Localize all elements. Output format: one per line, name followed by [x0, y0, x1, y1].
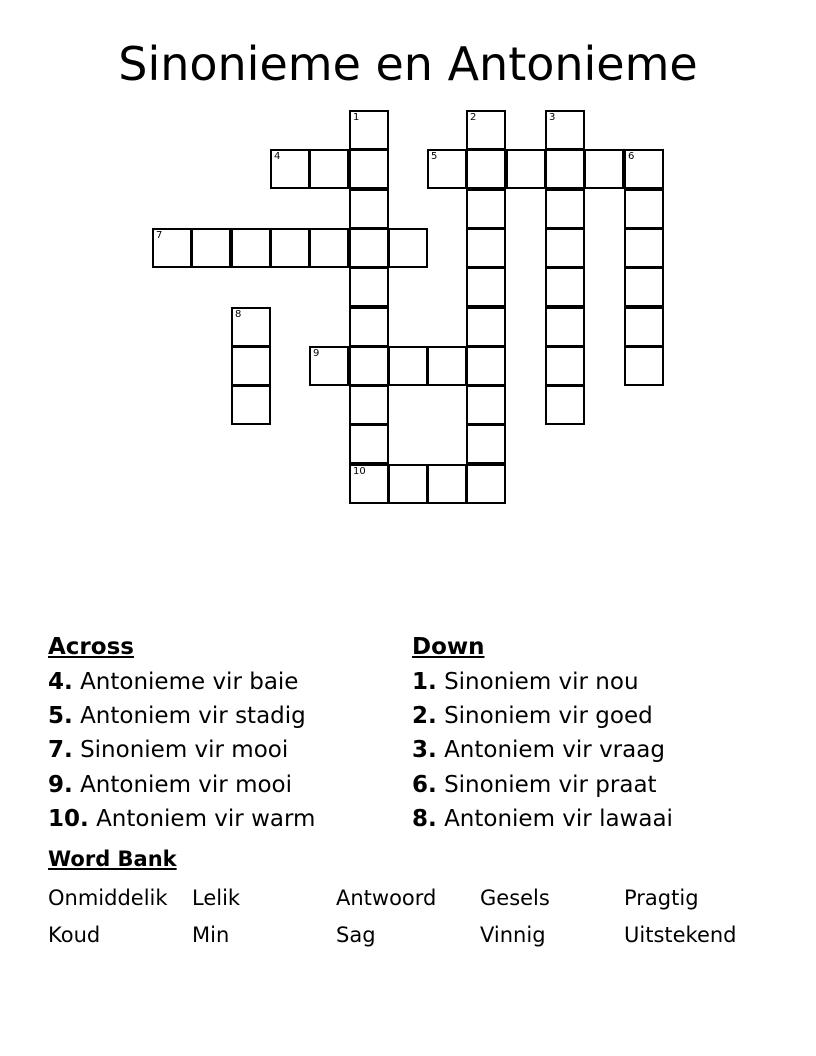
- grid-cell[interactable]: [191, 228, 231, 268]
- grid-cell[interactable]: [545, 228, 585, 268]
- grid-cell[interactable]: [152, 228, 192, 268]
- down-clue: [412, 804, 673, 834]
- clue-text: Antoniem vir lawaai: [444, 806, 673, 832]
- clue-text: Sinoniem vir nou: [444, 669, 639, 695]
- clue-number: 5.: [48, 703, 73, 729]
- down-clue: [412, 667, 639, 697]
- grid-cell[interactable]: [388, 228, 428, 268]
- grid-cell[interactable]: [624, 346, 664, 386]
- grid-cell[interactable]: [388, 464, 428, 504]
- grid-cell[interactable]: [545, 346, 585, 386]
- grid-cell[interactable]: [624, 228, 664, 268]
- across-heading: Across: [48, 634, 134, 660]
- clue-text: Antoniem vir warm: [96, 806, 316, 832]
- grid-cell[interactable]: [349, 307, 389, 347]
- cell-number: 1: [353, 112, 360, 123]
- grid-cell[interactable]: [309, 149, 349, 189]
- clue-number: 2.: [412, 703, 437, 729]
- clue-text: Sinoniem vir praat: [444, 772, 657, 798]
- grid-cell[interactable]: [584, 149, 624, 189]
- grid-cell[interactable]: [466, 464, 506, 504]
- grid-cell[interactable]: [309, 346, 349, 386]
- word-bank-heading: Word Bank: [48, 847, 177, 871]
- down-clue: [412, 770, 657, 800]
- clue-number: 4.: [48, 669, 73, 695]
- grid-cell[interactable]: [270, 149, 310, 189]
- clue-text: Antoniem vir mooi: [80, 772, 293, 798]
- grid-cell[interactable]: [388, 346, 428, 386]
- word-bank-word: Onmiddelik: [48, 886, 168, 910]
- grid-cell[interactable]: [231, 385, 271, 425]
- grid-cell[interactable]: [349, 110, 389, 150]
- down-heading: Down: [412, 634, 485, 660]
- grid-cell[interactable]: [545, 267, 585, 307]
- grid-cell[interactable]: [545, 149, 585, 189]
- grid-cell[interactable]: [545, 189, 585, 229]
- cell-number: 7: [156, 230, 163, 241]
- grid-cell[interactable]: [545, 307, 585, 347]
- clue-number: 10.: [48, 806, 89, 832]
- grid-cell[interactable]: [466, 267, 506, 307]
- cell-number: 10: [353, 466, 366, 477]
- grid-cell[interactable]: [545, 385, 585, 425]
- grid-cell[interactable]: [427, 464, 467, 504]
- clue-number: 6.: [412, 772, 437, 798]
- down-clue: [412, 735, 665, 765]
- grid-cell[interactable]: [270, 228, 310, 268]
- grid-cell[interactable]: [624, 189, 664, 229]
- clue-number: 7.: [48, 737, 73, 763]
- page-title: Sinonieme en Antonieme: [118, 37, 698, 91]
- grid-cell[interactable]: [466, 149, 506, 189]
- clue-number: 3.: [412, 737, 437, 763]
- cell-number: 9: [313, 348, 320, 359]
- clue-text: Antoniem vir vraag: [444, 737, 665, 763]
- cell-number: 3: [549, 112, 556, 123]
- grid-cell[interactable]: [466, 424, 506, 464]
- across-clue: [48, 770, 292, 800]
- grid-cell[interactable]: [466, 346, 506, 386]
- grid-cell[interactable]: [231, 307, 271, 347]
- grid-cell[interactable]: [624, 149, 664, 189]
- word-bank-word: Sag: [336, 923, 376, 947]
- clue-text: Antoniem vir stadig: [80, 703, 306, 729]
- word-bank-word: Lelik: [192, 886, 241, 910]
- grid-cell[interactable]: [309, 228, 349, 268]
- grid-cell[interactable]: [506, 149, 546, 189]
- grid-cell[interactable]: [466, 110, 506, 150]
- clue-number: 9.: [48, 772, 73, 798]
- across-clue: [48, 667, 298, 697]
- grid-cell[interactable]: [624, 307, 664, 347]
- grid-cell[interactable]: [349, 228, 389, 268]
- grid-cell[interactable]: [545, 110, 585, 150]
- clue-number: 1.: [412, 669, 437, 695]
- cell-number: 8: [235, 309, 242, 320]
- grid-cell[interactable]: [466, 189, 506, 229]
- grid-cell[interactable]: [349, 346, 389, 386]
- grid-cell[interactable]: [231, 346, 271, 386]
- grid-cell[interactable]: [349, 149, 389, 189]
- grid-cell[interactable]: [349, 424, 389, 464]
- word-bank-word: Uitstekend: [624, 923, 737, 947]
- grid-cell[interactable]: [466, 307, 506, 347]
- cell-number: 6: [628, 151, 635, 162]
- word-bank-word: Min: [192, 923, 230, 947]
- word-bank-word: Vinnig: [480, 923, 546, 947]
- grid-cell[interactable]: [349, 267, 389, 307]
- grid-cell[interactable]: [349, 189, 389, 229]
- grid-cell[interactable]: [231, 228, 271, 268]
- grid-cell[interactable]: [427, 346, 467, 386]
- grid-cell[interactable]: [466, 385, 506, 425]
- word-bank-word: Koud: [48, 923, 101, 947]
- across-clue: [48, 701, 306, 731]
- clue-text: Sinoniem vir goed: [444, 703, 653, 729]
- clue-text: Sinoniem vir mooi: [80, 737, 289, 763]
- across-clue: [48, 735, 288, 765]
- across-clue: [48, 804, 315, 834]
- grid-cell[interactable]: [349, 385, 389, 425]
- grid-cell[interactable]: [349, 464, 389, 504]
- grid-cell[interactable]: [624, 267, 664, 307]
- grid-cell[interactable]: [466, 228, 506, 268]
- clue-number: 8.: [412, 806, 437, 832]
- word-bank-word: Gesels: [480, 886, 550, 910]
- clue-text: Antonieme vir baie: [80, 669, 299, 695]
- grid-cell[interactable]: [427, 149, 467, 189]
- cell-number: 5: [431, 151, 438, 162]
- down-clue: [412, 701, 653, 731]
- cell-number: 2: [470, 112, 477, 123]
- word-bank-word: Antwoord: [336, 886, 437, 910]
- cell-number: 4: [274, 151, 281, 162]
- word-bank-word: Pragtig: [624, 886, 699, 910]
